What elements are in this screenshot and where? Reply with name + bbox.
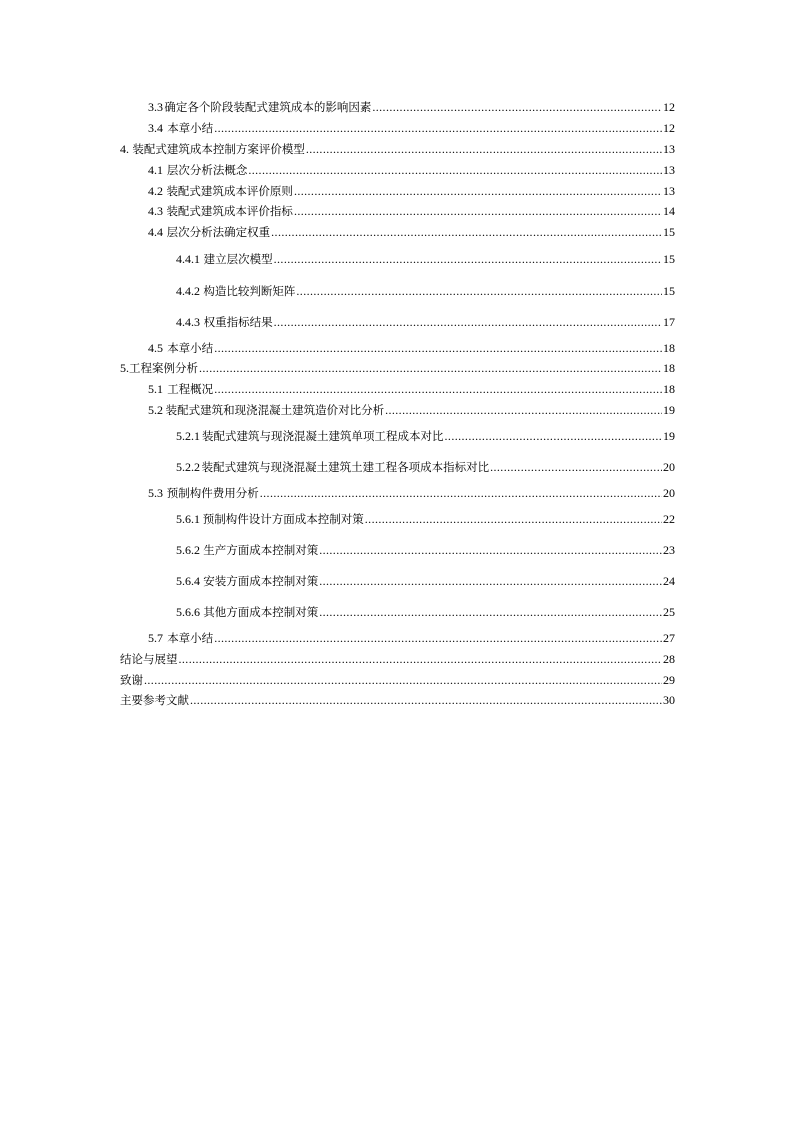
toc-dot-leader [248,163,662,177]
toc-dot-leader [294,204,662,218]
toc-entry-number: 5.6.6 [176,605,200,619]
toc-entry-5-6-6[interactable] [176,603,675,619]
toc-entry-page: 19 [663,403,675,417]
toc-entry-title: 装配式建筑成本控制方案评价模型 [132,142,305,156]
toc-entry-5-2-2[interactable] [176,458,675,474]
toc-entry-page: 13 [663,163,675,177]
toc-entry-page: 22 [663,512,675,526]
toc-entry-title: 层次分析法概念 [166,163,248,177]
toc-entry-page: 19 [663,429,675,443]
toc-entry-references[interactable] [120,691,675,707]
toc-entry-3-4[interactable] [148,119,675,135]
toc-entry-title: 确定各个阶段装配式建筑成本的影响因素 [164,100,372,114]
toc-entry-page: 12 [663,100,675,114]
toc-entry-title: 本章小结 [167,631,214,645]
toc-entry-title: 层次分析法确定权重 [166,225,271,239]
toc-dot-leader [214,631,662,645]
toc-entry-title: 致谢 [120,673,143,687]
toc-entry-page: 15 [663,284,675,298]
toc-entry-number: 4.4.1 [176,252,200,266]
toc-dot-leader [365,512,662,526]
toc-entry-number: 4.4.2 [176,284,200,298]
toc-entry-page: 24 [663,574,675,588]
toc-dot-leader [294,184,662,198]
toc-entry-title: 本章小结 [167,341,214,355]
toc-entry-5-1[interactable] [148,380,675,396]
toc-entry-page: 23 [663,543,675,557]
toc-entry-page: 13 [663,142,675,156]
toc-entry-3-3[interactable] [148,98,675,114]
toc-dot-leader [214,382,662,396]
toc-dot-leader [179,652,663,666]
toc-entry-number: 4.4 [148,225,163,239]
toc-dot-leader [260,486,662,500]
toc-entry-title: 预制构件设计方面成本控制对策 [202,512,364,526]
toc-entry-number: 5.3 [148,486,163,500]
toc-entry-title: 主要参考文献 [120,693,189,707]
toc-entry-number: 5.6.2 [176,543,200,557]
toc-entry-number: 5.7 [148,631,163,645]
toc-entry-4[interactable] [120,140,675,156]
toc-entry-page: 27 [663,631,675,645]
toc-entry-page: 18 [663,382,675,396]
toc-dot-leader [296,284,662,298]
toc-entry-page: 18 [663,341,675,355]
toc-entry-number: 4.2 [148,184,163,198]
toc-entry-title: 工程概况 [167,382,214,396]
toc-entry-number: 5.2 [148,403,163,417]
toc-dot-leader [385,403,662,417]
toc-entry-5[interactable] [120,359,675,375]
toc-entry-5-7[interactable] [148,629,675,645]
toc-entry-number: 5.2.2 [176,460,200,474]
toc-entry-acknowledgements[interactable] [120,671,675,687]
toc-entry-page: 14 [663,204,675,218]
toc-entry-title: 装配式建筑与现浇混凝土建筑土建工程各项成本指标对比 [201,460,490,474]
toc-entry-number: 5. [120,361,129,375]
toc-entry-title: 装配式建筑与现浇混凝土建筑单项工程成本对比 [202,429,444,443]
toc-entry-page: 13 [663,184,675,198]
toc-entry-number: 5.6.4 [176,574,200,588]
toc-dot-leader [214,341,662,355]
toc-entry-page: 18 [663,361,675,375]
toc-dot-leader [306,142,662,156]
toc-entry-5-6-1[interactable] [176,510,675,526]
toc-entry-number: 5.6.1 [176,512,200,526]
toc-entry-page: 15 [663,252,675,266]
toc-entry-page: 17 [663,315,675,329]
toc-entry-4-1[interactable] [148,161,675,177]
toc-entry-title: 结论与展望 [120,652,178,666]
toc-entry-5-3[interactable] [148,484,675,500]
toc-entry-4-4[interactable] [148,223,675,239]
toc-dot-leader [372,100,662,114]
toc-entry-page: 20 [663,460,675,474]
toc-entry-number: 4. [120,142,129,156]
toc-dot-leader [214,121,662,135]
toc-dot-leader [445,429,662,443]
toc-entry-page: 15 [663,225,675,239]
toc-entry-title: 安装方面成本控制对策 [203,574,319,588]
toc-entry-4-4-2[interactable] [176,282,675,298]
toc-entry-5-6-2[interactable] [176,541,675,557]
toc-entry-page: 30 [663,693,675,707]
toc-entry-title: 装配式建筑成本评价指标 [166,204,293,218]
toc-entry-number: 4.5 [148,341,163,355]
toc-dot-leader [271,225,662,239]
toc-entry-title: 建立层次模型 [203,252,273,266]
toc-entry-number: 5.2.1 [176,429,200,443]
toc-entry-title: 装配式建筑和现浇混凝土建筑造价对比分析 [165,403,385,417]
toc-entry-5-2[interactable] [148,401,675,417]
toc-entry-4-4-1[interactable] [176,250,675,266]
toc-dot-leader [190,693,662,707]
toc-entry-page: 20 [663,486,675,500]
toc-entry-4-5[interactable] [148,339,675,355]
toc-entry-page: 25 [663,605,675,619]
toc-entry-5-6-4[interactable] [176,572,675,588]
toc-dot-leader [274,252,662,266]
toc-entry-title: 预制构件费用分析 [166,486,259,500]
toc-entry-4-2[interactable] [148,182,675,198]
toc-dot-leader [199,361,662,375]
toc-dot-leader [274,315,662,329]
toc-entry-title: 生产方面成本控制对策 [203,543,319,557]
toc-entry-page: 12 [663,121,675,135]
toc-entry-number: 4.4.3 [176,315,200,329]
toc-entry-5-2-1[interactable] [176,427,675,443]
toc-dot-leader [319,605,662,619]
toc-entry-title: 装配式建筑成本评价原则 [166,184,293,198]
toc-entry-title: 工程案例分析 [129,361,198,375]
toc-dot-leader [319,574,662,588]
toc-entry-title: 权重指标结果 [203,315,273,329]
toc-entry-number: 4.1 [148,163,163,177]
toc-dot-leader [144,673,662,687]
toc-entry-title: 本章小结 [167,121,214,135]
toc-entry-page: 28 [663,652,675,666]
toc-entry-4-3[interactable] [148,202,675,218]
toc-entry-number: 5.1 [148,382,163,396]
toc-entry-title: 其他方面成本控制对策 [203,605,319,619]
toc-entry-4-4-3[interactable] [176,313,675,329]
toc-entry-number: 4.3 [148,204,163,218]
toc-entry-number: 3.4 [148,121,163,135]
toc-dot-leader [319,543,662,557]
toc-entry-number: 3.3 [148,100,163,114]
toc-entry-title: 构造比较判断矩阵 [203,284,296,298]
toc-entry-conclusion[interactable] [120,650,675,666]
toc-dot-leader [490,460,662,474]
toc-entry-page: 29 [663,673,675,687]
